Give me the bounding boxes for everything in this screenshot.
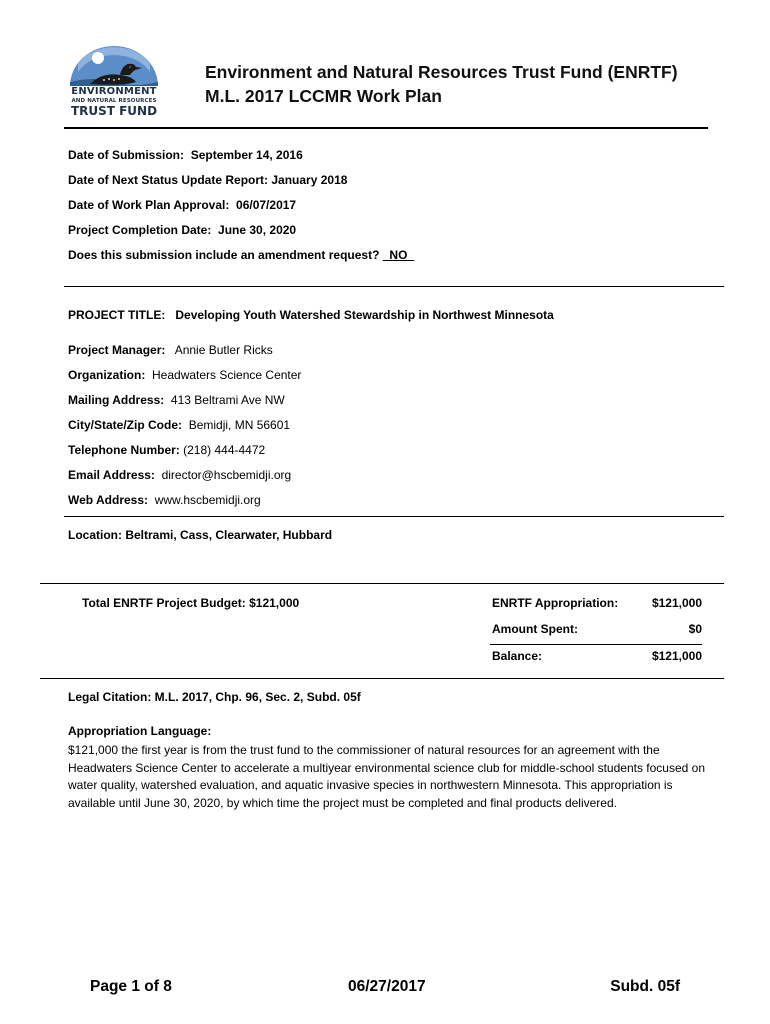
next-status-date: Date of Next Status Update Report: January 2018: [68, 173, 348, 187]
appropriation-heading: Appropriation Language:: [68, 724, 212, 738]
web-address: Web Address: www.hscbemidji.org: [68, 493, 261, 507]
spent-label: Amount Spent:: [492, 622, 578, 636]
balance-value: $121,000: [651, 649, 702, 663]
footer-date: 06/27/2017: [348, 978, 426, 995]
header-divider: [64, 127, 708, 129]
spent-value: $0: [688, 622, 702, 636]
amendment-answer: _NO_: [382, 248, 415, 262]
appropriation-label: ENRTF Appropriation:: [492, 596, 619, 610]
project-title: PROJECT TITLE: Developing Youth Watershed Stewardship in Northwest Minnesota: [68, 308, 554, 322]
logo-line-3: TRUST FUND: [70, 104, 158, 118]
completion-date: Project Completion Date: June 30, 2020: [68, 223, 297, 237]
location: Location: Beltrami, Cass, Clearwater, Hubbard: [68, 528, 333, 542]
logo-line-2: AND NATURAL RESOURCES: [71, 98, 157, 104]
budget-total-rule: [490, 644, 702, 645]
organization: Organization: Headwaters Science Center: [68, 368, 302, 382]
dates-divider: [64, 286, 724, 287]
legal-citation: Legal Citation: M.L. 2017, Chp. 96, Sec. 2, Subd. 05f: [68, 690, 361, 704]
approval-date: Date of Work Plan Approval: 06/07/2017: [68, 198, 297, 212]
submission-date: Date of Submission: September 14, 2016: [68, 148, 303, 162]
project-manager: Project Manager: Annie Butler Ricks: [68, 343, 273, 357]
budget-divider: [40, 678, 724, 679]
loon-logo-icon: [64, 42, 164, 88]
mailing-address: Mailing Address: 413 Beltrami Ave NW: [68, 393, 285, 407]
page-number: Page 1 of 8: [90, 978, 172, 995]
total-budget: Total ENRTF Project Budget: $121,000: [82, 596, 300, 610]
balance-label: Balance:: [492, 649, 543, 663]
enrtf-logo: [64, 42, 164, 122]
document-title: [205, 60, 678, 108]
city-state-zip: City/State/Zip Code: Bemidji, MN 56601: [68, 418, 291, 432]
email-address: Email Address: director@hscbemidji.org: [68, 468, 292, 482]
location-divider: [40, 583, 724, 584]
logo-line-1: ENVIRONMENT: [71, 86, 157, 97]
title-line-2: M.L. 2017 LCCMR Work Plan: [205, 86, 442, 106]
appropriation-value: $121,000: [651, 596, 702, 610]
appropriation-text: $121,000 the first year is from the trust fund to the commissioner of natural resources for an agreement with the Headwaters Science Center to accelerate a multiyear environmental science club for middle-school students focused on water quality, watershed evaluation, and aquatic invasive species in northwestern Minnesota. This appropriation is available until June 30, 2020, by which time the project must be completed and final products delivered.: [68, 743, 705, 810]
title-line-1: Environment and Natural Resources Trust Fund (ENRTF): [205, 62, 678, 82]
footer-subd: Subd. 05f: [610, 978, 680, 995]
amendment-request: Does this submission include an amendment request? _NO_: [68, 248, 415, 262]
contact-divider: [64, 516, 724, 517]
telephone: Telephone Number: (218) 444-4472: [68, 443, 266, 457]
